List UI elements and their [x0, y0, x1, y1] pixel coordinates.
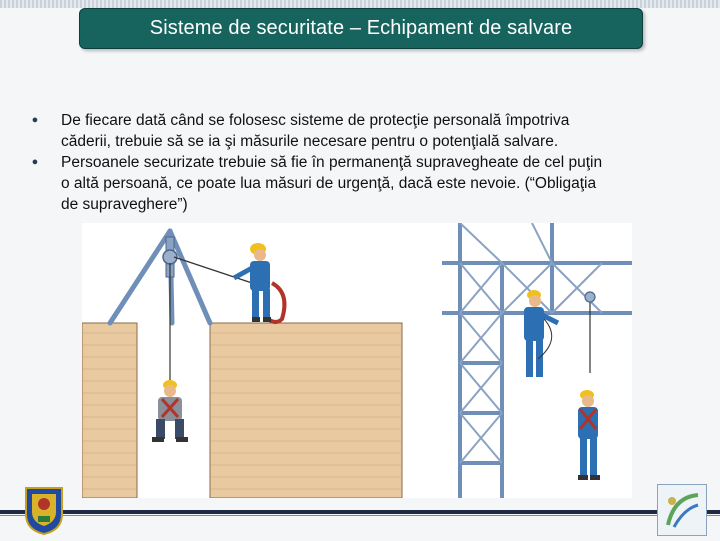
- bullet-1-line-2: căderii, trebuie să se ia şi măsurile necesare pentru o potenţială salvare.: [61, 133, 559, 150]
- bullet-2-line-2: o altă persoană, ce poate lua măsuri de urgenţă, dacă este nevoie. (“Obligaţia: [61, 175, 597, 192]
- bullet-list: [28, 110, 708, 215]
- bullet-2-line-1: Persoanele securizate trebuie să fie în permanenţă supravegheate de cel puţin: [61, 154, 603, 171]
- rescued-person-figure: [152, 380, 188, 442]
- rescuer-figure: [234, 243, 284, 322]
- bullet-2-line-3: de supraveghere”): [61, 196, 188, 213]
- coat-of-arms-logo: [22, 480, 66, 536]
- suspended-worker-figure: [578, 390, 600, 480]
- bullet-item-1: [28, 110, 708, 152]
- footer-divider-thin: [0, 515, 720, 516]
- bullet-marker: ●: [31, 114, 39, 126]
- bullet-item-2: [28, 152, 708, 215]
- footer-divider: [0, 510, 720, 514]
- bullet-marker: ●: [31, 156, 39, 168]
- top-stripe: [0, 0, 720, 8]
- rescue-illustration: [82, 223, 632, 498]
- page-title: Sisteme de securitate – Echipament de salvare: [149, 17, 573, 39]
- shaft-scene: [82, 231, 402, 498]
- tower-scene: [442, 223, 632, 498]
- bullet-1-line-1: De fiecare dată când se folosesc sisteme de protecţie personală împotriva: [61, 112, 570, 129]
- title-bar: [79, 8, 643, 49]
- rescue-scene-image: [82, 223, 632, 498]
- organization-logo: [657, 484, 707, 536]
